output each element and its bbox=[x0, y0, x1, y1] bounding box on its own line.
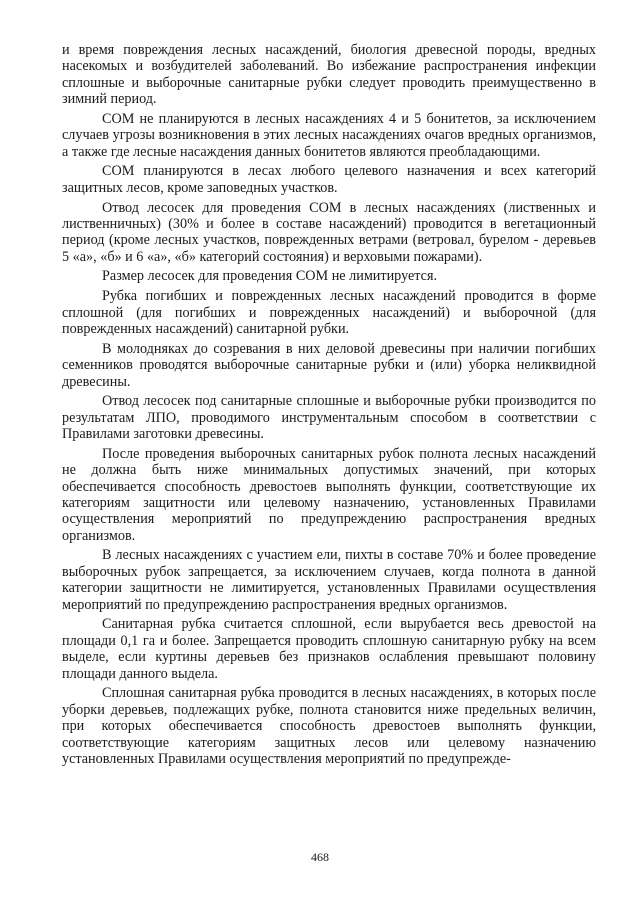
paragraph-dead-stands-felling: Рубка погибших и поврежденных лесных насаждений проводится в форме сплошной (для погибших и поврежденных насаждений) и выборочной (для поврежденных насаждений) санитарной рубки. bbox=[62, 288, 596, 337]
paragraph-clear-felling-definition: Санитарная рубка считается сплошной, если вырубается весь древостой на площади 0,1 га и более. Запрещается проводить сплошную санитарную рубку на всем выделе, если куртины деревьев без признаков ослабления превышают половину площади данного выдела. bbox=[62, 616, 596, 682]
paragraph-cutting-area-allotment: Отвод лесосек для проведения СОМ в лесных насаждениях (лиственных и лиственничных) (30% и более в составе насаждений) проводится в вегетационный период (кроме лесных участков, поврежденных ветрами (ветровал, бурелом - деревьев 5 «а», «б» и 6 «а», «б» категорий состояния) и верховыми пожарами). bbox=[62, 199, 596, 265]
paragraph-density-after-felling: После проведения выборочных санитарных рубок полнота лесных насаждений не должна быть ниже минимальных допустимых значений, при которых обеспечивается способность древостоев выполнять функции, соответствующие их категориям защитности или целевому назначению, установленных Правилами осуществления мероприятий по предупреждению распространения вредных организмов. bbox=[62, 445, 596, 544]
paragraph-som-bonitet: СОМ не планируются в лесных насаждениях 4 и 5 бонитетов, за исключением случаев угрозы возникновения в этих лесных насаждениях очагов вредных организмов, а также где лесные насаждения данных бонитетов являются преобладающими. bbox=[62, 110, 596, 160]
paragraph-allotment-lpo: Отвод лесосек под санитарные сплошные и выборочные рубки производится по результатам ЛПО, проводимого инструментальным способом в соответствии с Правилами заготовки древесины. bbox=[62, 393, 596, 443]
paragraph-continuation: и время повреждения лесных насаждений, биология древесной породы, вредных насекомых и возбудителей заболеваний. Во избежание распространения инфекции сплошные и выборочные санитарные рубки следует проводить преимущественно в зимний период. bbox=[62, 42, 596, 108]
paragraph-som-forest-categories: СОМ планируются в лесах любого целевого назначения и всех категорий защитных лесов, кроме заповедных участков. bbox=[62, 163, 596, 196]
paragraph-spruce-fir-stands: В лесных насаждениях с участием ели, пихты в составе 70% и более проведение выборочных рубок запрещается, за исключением случаев, когда полнота в данной категории защитности не лимитируется, установленных Правилами осуществления мероприятий по предупреждению распространения вредных организмов. bbox=[62, 547, 596, 613]
page-body bbox=[62, 42, 596, 771]
paragraph-clear-felling-conditions: Сплошная санитарная рубка проводится в лесных насаждениях, в которых после уборки деревьев, подлежащих рубке, полнота становится ниже предельных величин, при которых обеспечивается способность древостоев выполнять функции, соответствующие категориям защитных лесов или целевому назначению установленных Правилами осуществления мероприятий по предупрежде- bbox=[62, 685, 596, 767]
paragraph-young-stands: В молодняках до созревания в них деловой древесины при наличии погибших семенников проводятся выборочные санитарные рубки и (или) уборка неликвидной древесины. bbox=[62, 340, 596, 390]
page-number: 468 bbox=[311, 850, 329, 864]
paragraph-cutting-area-size: Размер лесосек для проведения СОМ не лимитируется. bbox=[102, 268, 438, 285]
